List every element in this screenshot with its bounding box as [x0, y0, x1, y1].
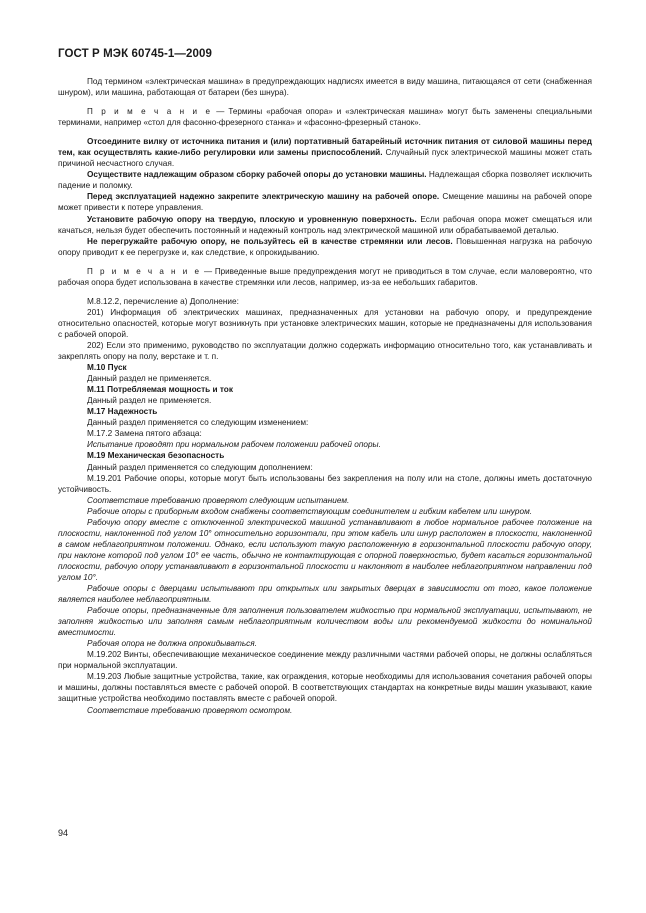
item-202: 202) Если это применимо, руководство по эксплуатации должно содержать информацию относительно того, как устанавливать и закреплять опору на полу, верстаке и т. п. — [58, 340, 592, 362]
warning-surface — [58, 214, 592, 236]
section-heading: М.17 Надежность — [87, 407, 158, 417]
clause-m17-2-text: Испытание проводят при нормальном рабочем положении рабочей опоры. — [87, 440, 381, 450]
warning-bold: Осуществите надлежащим образом сборку рабочей опоры до установки машины. — [87, 170, 427, 180]
section-heading: М.19 Механическая безопасность — [87, 451, 225, 461]
warning-text: Повышенная нагрузка на рабочую опору приводит к ее перегрузке и, как следствие, к опрокидыванию. — [58, 236, 593, 257]
warning-text: Если рабочая опора может смещаться или качаться, нельзя будет обеспечить постоянный и надежный контроль над электрической машиной или обрабатываемой деталью. — [58, 214, 592, 235]
intro-paragraph: Под термином «электрическая машина» в предупреждающих надписях имеется в виду машина, питающаяся от сети (снабженная шнуром), или машина, работающая от батареи (без шнура). — [58, 77, 592, 98]
warning-bold: Установите рабочую опору на твердую, плоскую и уровненную поверхность. — [87, 214, 417, 224]
test-paragraph: Рабочие опоры с приборным входом снабжены соответствующим соединителем и гибким кабелем или шнуром. — [87, 506, 533, 516]
page-body — [58, 76, 592, 716]
note-label: П р и м е ч а н и е — [87, 266, 202, 276]
warning-bold: Не перегружайте рабочую опору, не пользуйтесь ей в качестве стремянки или лесов. — [87, 236, 453, 246]
section-heading: М.10 Пуск — [87, 363, 127, 373]
clause-m19-201: М.19.201 Рабочие опоры, которые могут быть использованы без закрепления на полу или на столе, должны иметь достаточную устойчивость. — [58, 473, 592, 494]
clause-m19-203: М.19.203 Любые защитные устройства, такие, как ограждения, которые необходимы для использования сочетания рабочей опоры и машины, должны поставляться вместе с рабочей опорой. В соответствующих стандартах на конкретные виды машин указывают, какие защитные устройства необходимо поставлять вместе с рабочей опорой. — [58, 672, 592, 704]
warning-text: Смещение машины на рабочей опоре может привести к потере управления. — [58, 192, 592, 213]
section-heading: М.11 Потребляемая мощность и ток — [87, 385, 233, 395]
item-201: 201) Информация об электрических машинах, предназначенных для установки на рабочую опору, и предупреждение относительно опасностей, которые могут возникнуть при установке электрических машин, которые не предназначены для использования с рабочей опорой. — [58, 307, 592, 339]
test-paragraph: Рабочую опору вместе с отключенной электрической машиной устанавливают в любое нормальное рабочее положение на плоскости, наклоненной под углом 10° относительно горизонтали, при этом кабель или шнур расположен в плоскости, наклоненной в самом неблагоприятном положении. Однако, если используют такую расположенную в горизонтальной плоскости рабочую опору, при наклоне которой под углом 10° ее часть, обычно не контактирующая с опорной поверхностью, будет касаться горизонтальной плоскости, рабочую опору устанавливают в горизонтальной плоскости и наклоняют в наиболее неблагоприятном направлении под углом 10°. — [58, 517, 592, 582]
clause-m17-2: М.17.2 Замена пятого абзаца: — [87, 429, 202, 439]
note-label: П р и м е ч а н и е — [87, 107, 213, 117]
warning-overload — [58, 236, 592, 258]
clause-m19-202: М.19.202 Винты, обеспечивающие механическое соединение между различными частями рабочей опоры, не должны ослабляться при нормальной эксплуатации. — [58, 650, 592, 671]
section-text: Данный раздел не применяется. — [87, 374, 212, 384]
warning-bold: Отсоедините вилку от источника питания и (или) портативный батарейный источник питания от силовой машины перед тем, как осуществлять какие-либо регулировки или замены приспособлений. — [58, 137, 592, 158]
page-header: ГОСТ Р МЭК 60745-1—2009 — [58, 48, 212, 60]
compliance-inspection: Соответствие требованию проверяют осмотром. — [87, 705, 293, 715]
warning-bold: Перед эксплуатацией надежно закрепите электрическую машину на рабочей опоре. — [87, 192, 440, 202]
note-2 — [58, 266, 592, 288]
test-paragraph: Рабочая опора не должна опрокидываться. — [87, 639, 257, 649]
test-paragraph: Рабочие опоры с дверцами испытывают при открытых или закрытых дверцах в зависимости от того, какое положение является наиболее неблагоприятным. — [58, 584, 592, 605]
test-paragraph: Рабочие опоры, предназначенные для заполнения пользователем жидкостью при нормальной эксплуатации, испытывают, не заполняя жидкостью или заполняя самым неблагоприятным количеством воды или рекомендуемой жидкости до номинальной вместимости. — [58, 606, 592, 638]
clause-m8: М.8.12.2, перечисление a) Дополнение: — [87, 296, 239, 306]
note-1 — [58, 106, 592, 128]
compliance-test: Соответствие требованию проверяют следующим испытанием. — [87, 495, 350, 505]
section-text: Данный раздел применяется со следующим изменением: — [87, 418, 309, 428]
warning-secure — [58, 191, 592, 213]
warning-assembly — [58, 169, 592, 191]
note-text: — Термины «рабочая опора» и «электрическая машина» могут быть заменены специальными терминами, например «стол для фасонно-фрезерного станка» и «фасонно-фрезерный станок». — [58, 107, 592, 128]
warning-text: Надлежащая сборка позволяет исключить падение и поломку. — [58, 170, 592, 191]
page-number: 94 — [58, 828, 69, 838]
warning-unplug — [58, 136, 592, 169]
section-text: Данный раздел применяется со следующим дополнением: — [87, 462, 313, 472]
note-text: — Приведенные выше предупреждения могут не приводиться в том случае, если маловероятно, что рабочая опора будет использована в качестве стремянки или лесов, например, из-за ее небольших габаритов. — [58, 266, 592, 287]
section-text: Данный раздел не применяется. — [87, 396, 212, 406]
warning-text: Случайный пуск электрической машины может стать причиной несчастного случая. — [58, 148, 592, 169]
